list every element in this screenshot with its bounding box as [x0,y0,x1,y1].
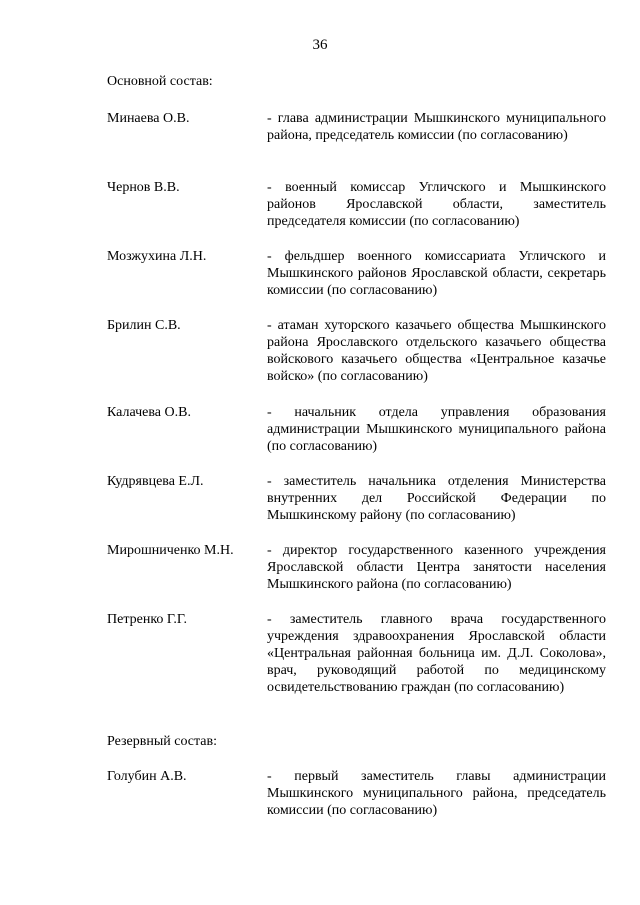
member-name: Калачева О.В. [107,405,191,420]
member-role: - заместитель главного врача государственного учреждения здравоохранения Ярославской области «Центральная районная больница им. Д.Л. Соколова», врач, руководящий работой по медицинскому освидетельствованию граждан (по согласованию) [267,612,606,695]
member-name: Минаева О.В. [107,111,190,126]
member-role: - военный комиссар Угличского и Мышкинского районов Ярославской области, заместитель председателя комиссии (по согласованию) [267,180,606,229]
member-role: - директор государственного казенного учреждения Ярославской области Центра занятости населения Мышкинского района (по согласованию) [267,543,606,592]
member-name: Мозжухина Л.Н. [107,249,207,264]
member-role: - начальник отдела управления образования администрации Мышкинского муниципального района (по согласованию) [267,405,606,454]
member-role: - глава администрации Мышкинского муниципального района, председатель комиссии (по согласованию) [267,111,606,143]
member-name: Мирошниченко М.Н. [107,543,234,558]
page-number: 36 [312,37,328,53]
member-name: Петренко Г.Г. [107,612,187,627]
member-role: - фельдшер военного комиссариата Угличского и Мышкинского районов Ярославской области, секретарь комиссии (по согласованию) [267,249,606,298]
reserve-composition-heading: Резервный состав: [107,734,218,749]
member-name: Брилин С.В. [107,318,181,333]
member-name: Чернов В.В. [107,180,180,195]
member-role: - заместитель начальника отделения Министерства внутренних дел Российской Федерации по Мышкинскому району (по согласованию) [267,474,606,523]
member-name: Голубин А.В. [107,769,187,784]
main-composition-heading: Основной состав: [107,74,213,89]
member-name: Кудрявцева Е.Л. [107,474,204,489]
member-role: - первый заместитель главы администрации Мышкинского муниципального района, председатель комиссии (по согласованию) [267,769,606,818]
member-role: - атаман хуторского казачьего общества Мышкинского района Ярославского отдельского казачьего общества войскового казачьего общества «Центральное казачье войско» (по согласованию) [267,318,606,384]
